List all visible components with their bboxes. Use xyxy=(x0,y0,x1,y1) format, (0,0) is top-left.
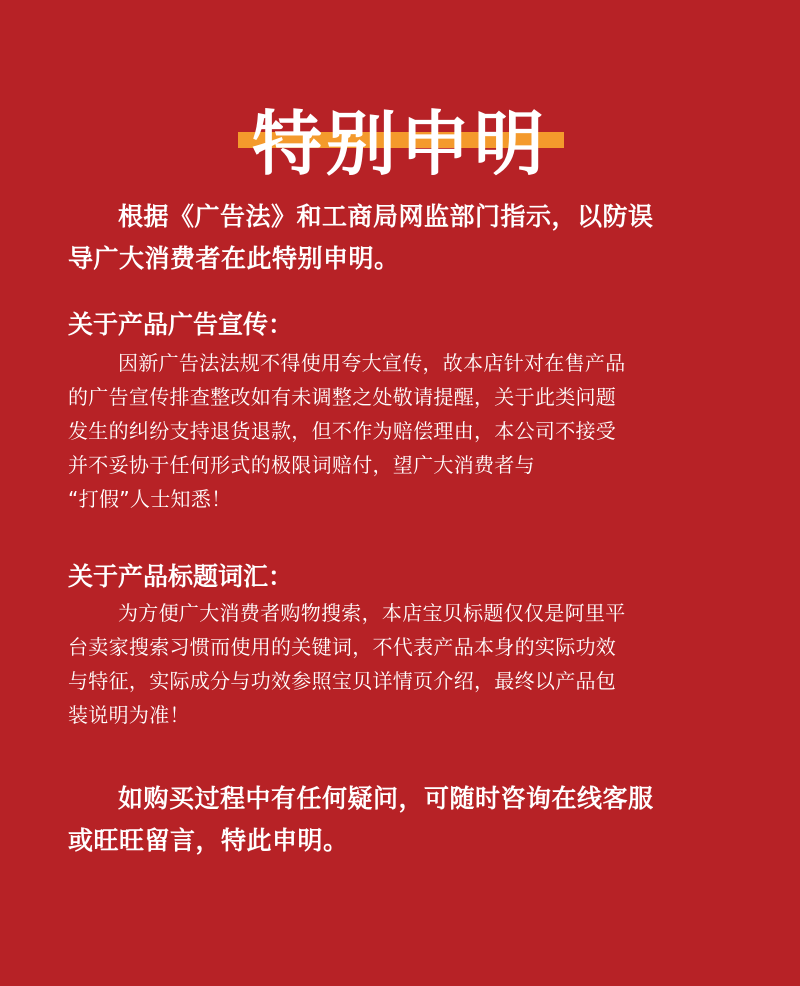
section-heading-advertising: 关于产品广告宣传： xyxy=(68,310,294,339)
intro-paragraph: 根据《广告法》和工商局网监部门指示，以防误 导广大消费者在此特别申明。 xyxy=(68,202,654,273)
section-body-advertising: 因新广告法法规不得使用夸大宣传，故本店针对在售产品 的广告宣传排查整改如有未调整之处敬请提醒，关于此类问题 发生的纠纷支持退货退款，但不作为赔偿理由，本公司不接受 并不妥协于任何形式的极限词赔付，望广大消费者与 “打假”人士知悉！ xyxy=(68,351,626,511)
section-body-title-terms: 为方便广大消费者购物搜索，本店宝贝标题仅仅是阿里平 台卖家搜索习惯而使用的关键词，不代表产品本身的实际功效 与特征，实际成分与功效参照宝贝详情页介绍，最终以产品包 装说明为准！ xyxy=(68,601,626,727)
section-heading-title-terms: 关于产品标题词汇： xyxy=(68,562,294,591)
page-title: 特别申明 xyxy=(252,102,548,185)
title-block xyxy=(0,52,800,185)
outro-paragraph: 如购买过程中有任何疑问，可随时咨询在线客服 或旺旺留言，特此申明。 xyxy=(68,784,654,855)
